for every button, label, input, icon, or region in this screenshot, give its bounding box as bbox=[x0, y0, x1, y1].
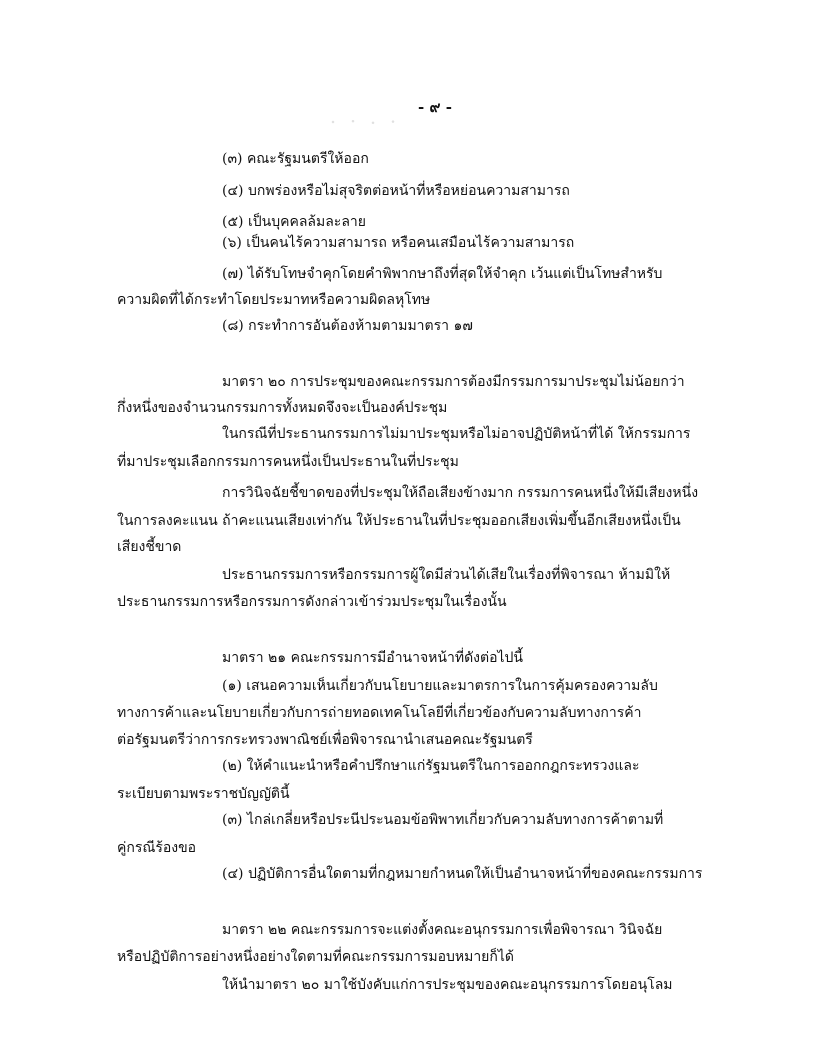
list-item-7-continued: ความผิดที่ได้กระทำโดยประมาทหรือความผิดลหุโทษ bbox=[117, 292, 431, 308]
section-20-line: ในการลงคะแนน ถ้าคะแนนเสียงเท่ากัน ให้ประธานในที่ประชุมออกเสียงเพิ่มขึ้นอีกเสียงหนึ่งเป็น bbox=[117, 513, 681, 529]
section-22-line: ให้นำมาตรา ๒๐ มาใช้บังคับแก่การประชุมของคณะอนุกรรมการโดยอนุโลม bbox=[222, 977, 673, 993]
section-21-line: ต่อรัฐมนตรีว่าการกระทรวงพาณิชย์เพื่อพิจารณานำเสนอคณะรัฐมนตรี bbox=[117, 732, 533, 748]
section-20-line: ที่มาประชุมเลือกกรรมการคนหนึ่งเป็นประธานในที่ประชุม bbox=[117, 454, 459, 470]
section-21-line: คู่กรณีร้องขอ bbox=[117, 840, 197, 856]
section-20-line: ในกรณีที่ประธานกรรมการไม่มาประชุมหรือไม่อาจปฏิบัติหน้าที่ได้ ให้กรรมการ bbox=[222, 426, 691, 442]
section-20-line: เสียงชี้ขาด bbox=[117, 539, 182, 555]
list-item-4: (๔) บกพร่องหรือไม่สุจริตต่อหน้าที่หรือหย่อนความสามารถ bbox=[222, 183, 570, 199]
list-item-6: (๖) เป็นคนไร้ความสามารถ หรือคนเสมือนไร้ความสามารถ bbox=[222, 235, 575, 251]
page-number: - ๙ - bbox=[418, 98, 452, 116]
section-22-line: หรือปฏิบัติการอย่างหนึ่งอย่างใดตามที่คณะกรรมการมอบหมายก็ได้ bbox=[117, 949, 514, 965]
section-21-item-1: (๑) เสนอความเห็นเกี่ยวกับนโยบายและมาตรการในการคุ้มครองความลับ bbox=[222, 678, 658, 694]
list-item-5: (๕) เป็นบุคคลล้มละลาย bbox=[222, 214, 366, 230]
section-21-item-4: (๔) ปฏิบัติการอื่นใดตามที่กฎหมายกำหนดให้เป็นอำนาจหน้าที่ของคณะกรรมการ bbox=[222, 866, 703, 882]
scan-artifact bbox=[325, 118, 405, 126]
list-item-3: (๓) คณะรัฐมนตรีให้ออก bbox=[222, 151, 369, 167]
list-item-7: (๗) ได้รับโทษจำคุกโดยคำพิพากษาถึงที่สุดให้จำคุก เว้นแต่เป็นโทษสำหรับ bbox=[222, 266, 663, 282]
section-20-line: กึ่งหนึ่งของจำนวนกรรมการทั้งหมดจึงจะเป็นองค์ประชุม bbox=[117, 400, 448, 416]
section-20-line: การวินิจฉัยชี้ขาดของที่ประชุมให้ถือเสียงข้างมาก กรรมการคนหนึ่งให้มีเสียงหนึ่ง bbox=[222, 485, 699, 501]
section-21-item-2: (๒) ให้คำแนะนำหรือคำปรึกษาแก่รัฐมนตรีในการออกกฎกระทรวงและ bbox=[222, 758, 640, 774]
section-21-heading: มาตรา ๒๑ คณะกรรมการมีอำนาจหน้าที่ดังต่อไปนี้ bbox=[222, 650, 523, 666]
section-20-heading: มาตรา ๒๐ การประชุมของคณะกรรมการต้องมีกรรมการมาประชุมไม่น้อยกว่า bbox=[222, 374, 685, 390]
section-21-line: ทางการค้าและนโยบายเกี่ยวกับการถ่ายทอดเทคโนโลยีที่เกี่ยวข้องกับความลับทางการค้า bbox=[117, 705, 642, 721]
section-21-item-3: (๓) ไกล่เกลี่ยหรือประนีประนอมข้อพิพาทเกี่ยวกับความลับทางการค้าตามที่ bbox=[222, 812, 664, 828]
section-21-line: ระเบียบตามพระราชบัญญัตินี้ bbox=[117, 786, 290, 802]
section-20-line: ประธานกรรมการหรือกรรมการดังกล่าวเข้าร่วมประชุมในเรื่องนั้น bbox=[117, 594, 507, 610]
section-22-heading: มาตรา ๒๒ คณะกรรมการจะแต่งตั้งคณะอนุกรรมการเพื่อพิจารณา วินิจฉัย bbox=[222, 922, 663, 938]
list-item-8: (๘) กระทำการอันต้องห้ามตามมาตรา ๑๗ bbox=[222, 318, 473, 334]
section-20-line: ประธานกรรมการหรือกรรมการผู้ใดมีส่วนได้เสียในเรื่องที่พิจารณา ห้ามมิให้ bbox=[222, 567, 671, 583]
